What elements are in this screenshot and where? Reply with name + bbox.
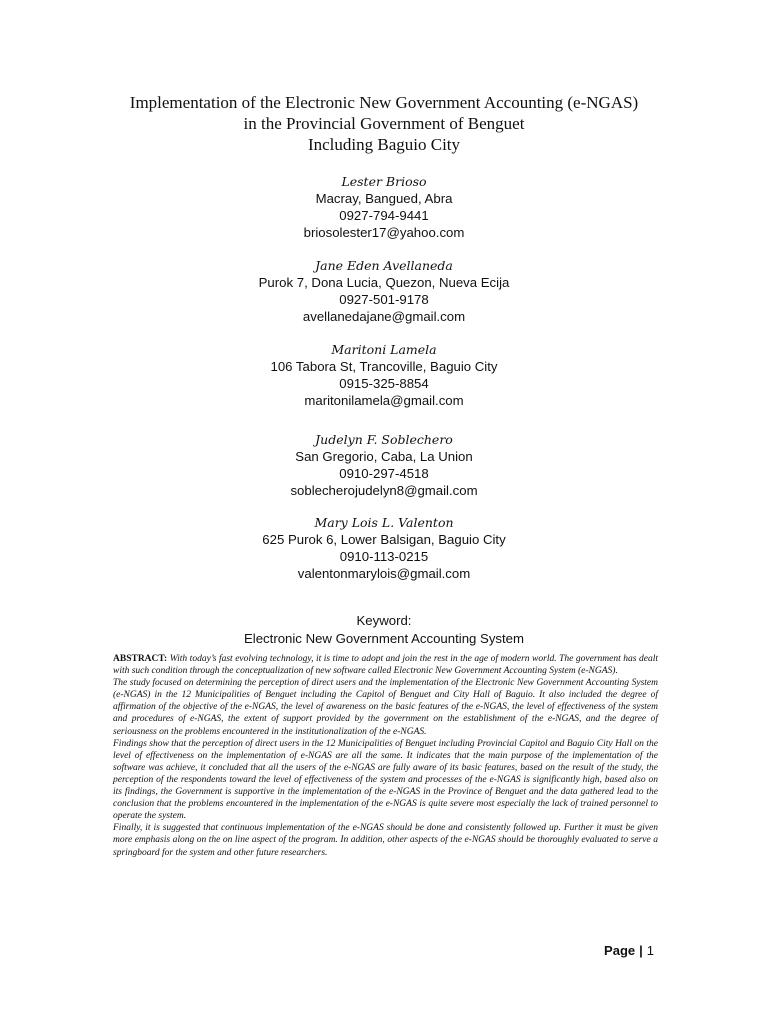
title-line-2: in the Provincial Government of Benguet: [243, 114, 525, 133]
abstract-label: ABSTRACT:: [113, 654, 168, 664]
author-phone: 0910-297-4518: [339, 466, 429, 481]
author-block-1: [84, 173, 684, 241]
page-number: 1: [646, 943, 654, 958]
author-address: 106 Tabora St, Trancoville, Baguio City: [270, 359, 498, 374]
author-email: briosolester17@yahoo.com: [303, 225, 465, 240]
author-phone: 0915-325-8854: [339, 376, 429, 391]
author-address: San Gregorio, Caba, La Union: [295, 449, 473, 464]
author-phone: 0927-501-9178: [339, 292, 429, 307]
author-block-2: [84, 257, 684, 325]
page-label: Page: [604, 943, 636, 958]
author-name: Mary Lois L. Valenton: [314, 515, 454, 530]
author-address: Macray, Bangued, Abra: [315, 191, 453, 206]
author-name: Lester Brioso: [341, 174, 427, 189]
author-name: Jane Eden Avellaneda: [315, 258, 453, 273]
abstract-paragraph-2: The study focused on determining the perception of direct users and the implementation of the Electronic New Government Accounting System (e-NGAS) in the 12 Municipalities of Benguet including the Capitol of Benguet and City Hall of Baguio. It also included the degree of affirmation of the objective of the e-NGAS, the level of awareness on the basic features of the e-NGAS, the level of effectiveness of the system and procedures of e-NGAS, the extent of support provided by the government on the establishment of the e-NGAS, and the degree of seriousness on the problems encountered in the institutionalization of the e-NGAS.: [113, 678, 658, 737]
author-phone: 0927-794-9441: [339, 208, 429, 223]
author-email: maritonilamela@gmail.com: [304, 393, 464, 408]
author-block-4: [84, 431, 684, 499]
abstract-text-1: With today’s fast evolving technology, it is time to adopt and join the rest in the age of modern world. The government has dealt with such condition through the conceptualization of new software called Electronic New Government Accounting System (e-NGAS).: [113, 654, 658, 677]
keyword-heading: Keyword:: [356, 613, 412, 628]
title-line-1: Implementation of the Electronic New Government Accounting (e-NGAS): [129, 93, 639, 112]
author-address: 625 Purok 6, Lower Balsigan, Baguio City: [262, 532, 506, 547]
abstract-section: [113, 653, 658, 859]
author-block-3: [84, 341, 684, 409]
abstract-paragraph-1: [113, 653, 658, 677]
abstract-paragraph-3: Findings show that the perception of direct users in the 12 Municipalities of Benguet including Provincial Capitol and Baguio City Hall on the level of effectiveness on the implementation of e-NGAS are all the same. It indicates that the main purpose of the implementation of the software was achieve, it concluded that all the users of the e-NGAS are fully aware of its basic features, based on the result of the study, the perception of the respondents toward the level of effectiveness of the system and processes of the e-NGAS is significantly high, based also on its findings, the Government is supportive in the implementation of the e-NGAS in the Province of Benguet and the data gathered lead to the conclusion that the problems encountered in the implementation of the e-NGAS is quite severe most especially the lack of trained personnel to operate the system.: [113, 738, 658, 822]
title-line-3: Including Baguio City: [307, 135, 461, 154]
author-name: Judelyn F. Soblechero: [315, 432, 453, 447]
author-name: Maritoni Lamela: [331, 342, 437, 357]
author-block-5: [84, 514, 684, 582]
author-email: valentonmarylois@gmail.com: [297, 566, 471, 581]
page-separator: |: [639, 943, 643, 958]
author-email: soblecherojudelyn8@gmail.com: [290, 483, 478, 498]
author-phone: 0910-113-0215: [339, 549, 429, 564]
author-email: avellanedajane@gmail.com: [302, 309, 466, 324]
abstract-paragraph-4: Finally, it is suggested that continuous implementation of the e-NGAS should be done and consistently followed up. Further it must be given more emphasis along on the on line aspect of the program. In addition, other aspects of the e-NGAS should be thoroughly evaluated to serve a springboard for the system and other future researchers.: [113, 823, 658, 858]
keyword-text: Electronic New Government Accounting System: [244, 631, 524, 646]
page-footer: [604, 943, 654, 958]
author-address: Purok 7, Dona Lucia, Quezon, Nueva Ecija: [258, 275, 510, 290]
paper-title: [60, 92, 708, 155]
keyword-section: [84, 612, 684, 648]
